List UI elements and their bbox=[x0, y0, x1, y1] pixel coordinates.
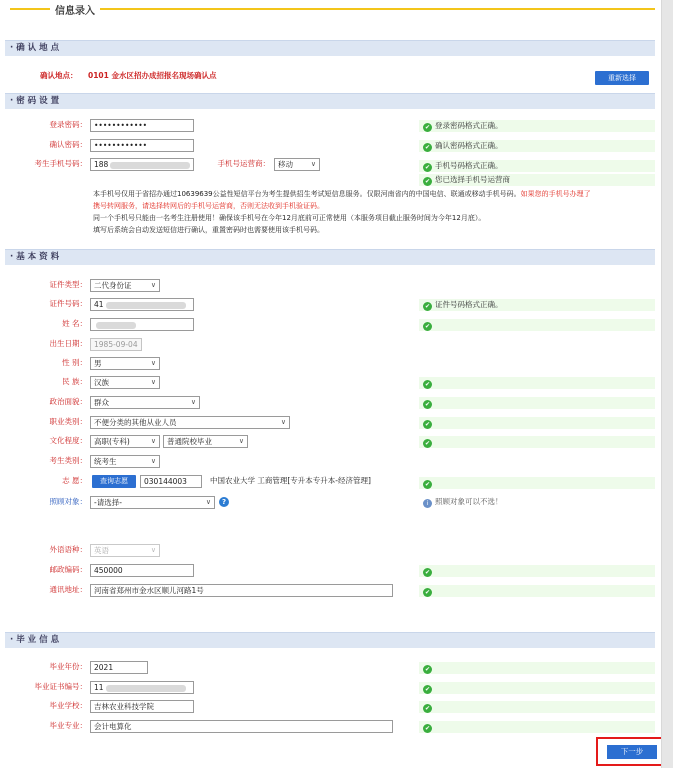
redacted-mask bbox=[110, 162, 190, 169]
confirm-password-status bbox=[419, 140, 655, 152]
wish-text: 中国农业大学 工商管理[专升本专升本-经济管理] bbox=[210, 476, 371, 485]
address-label: 通讯地址： bbox=[49, 585, 87, 594]
zip-input[interactable]: 450000 bbox=[90, 564, 194, 577]
help-icon[interactable]: ? bbox=[219, 497, 229, 507]
nation-select[interactable] bbox=[90, 376, 160, 389]
carrier-label: 手机号运营商： bbox=[217, 159, 270, 168]
phone-note-line2: 携号转网服务，请选择转网后的手机号运营商，否则无法收到手机验证码。 bbox=[93, 202, 324, 210]
page-title: 信息录入 bbox=[50, 2, 100, 17]
phone-note-line3: 同一个手机号只能由一名考生注册使用！确保该手机号在今年12月底前可正常使用（本服务项目截止服务时间为今年12月底）。 bbox=[93, 214, 486, 222]
school-input[interactable]: 吉林农业科技学院 bbox=[90, 700, 194, 713]
examinee-type-label: 考生类别： bbox=[49, 456, 87, 465]
redacted-mask bbox=[106, 302, 186, 309]
check-icon: ✔ bbox=[424, 303, 431, 310]
language-label: 外语语种： bbox=[49, 545, 87, 554]
id-number-msg: 证件号码格式正确。 bbox=[435, 300, 503, 309]
query-wish-button[interactable]: 查询志愿 bbox=[92, 475, 136, 488]
chevron-down-icon: ∨ bbox=[150, 546, 156, 554]
major-status bbox=[419, 721, 655, 733]
phone-note-warning: 如果您的手机号办理了 bbox=[520, 190, 591, 198]
check-icon: ✔ bbox=[424, 440, 431, 447]
next-button-highlight bbox=[596, 737, 668, 766]
politics-status bbox=[419, 397, 655, 409]
name-label: 姓 名： bbox=[62, 319, 87, 328]
job-status bbox=[419, 417, 655, 429]
check-icon: ✔ bbox=[424, 124, 431, 131]
redacted-mask bbox=[106, 685, 186, 692]
phone-note-text: 本手机号仅用于省招办通过10639639公益性短信平台为考生提供招生考试短信息服务。仅限河南省内的中国电信、联通或移动手机号码。 bbox=[93, 190, 521, 198]
major-label: 毕业专业： bbox=[49, 721, 87, 730]
name-status bbox=[419, 319, 655, 331]
major-input[interactable]: 会计电算化 bbox=[90, 720, 393, 733]
politics-value: 群众 bbox=[94, 398, 109, 407]
birth-label: 出生日期： bbox=[49, 339, 87, 348]
carrier-msg: 您已选择手机号运营商 bbox=[435, 175, 510, 184]
id-number-status bbox=[419, 299, 655, 311]
nation-label: 民 族： bbox=[62, 377, 87, 386]
phone-note-line4: 填写后系统会自动发送短信进行确认，重置密码时也需要使用该手机号码。 bbox=[93, 226, 324, 234]
education-level-value: 高职(专科) bbox=[94, 437, 130, 446]
id-number-input[interactable] bbox=[90, 298, 194, 311]
language-select bbox=[90, 544, 160, 557]
login-password-status bbox=[419, 120, 655, 132]
school-status bbox=[419, 701, 655, 713]
carrier-select[interactable] bbox=[274, 158, 320, 171]
gender-select[interactable] bbox=[90, 357, 160, 370]
chevron-down-icon: ∨ bbox=[150, 378, 156, 386]
phone-value: 188 bbox=[94, 160, 109, 169]
care-msg: 照顾对象可以不选！ bbox=[435, 497, 503, 506]
phone-status bbox=[419, 160, 655, 172]
nation-value: 汉族 bbox=[94, 378, 109, 387]
education-type-value: 普通院校毕业 bbox=[167, 437, 212, 446]
id-type-select[interactable] bbox=[90, 279, 160, 292]
section-confirm: · 确 认 地 点 bbox=[5, 40, 655, 56]
grad-year-status bbox=[419, 662, 655, 674]
login-password-msg: 登录密码格式正确。 bbox=[435, 121, 503, 130]
chevron-down-icon: ∨ bbox=[280, 418, 286, 426]
check-icon: ✔ bbox=[424, 705, 431, 712]
confirm-password-label: 确认密码： bbox=[49, 140, 87, 149]
address-status bbox=[419, 585, 655, 597]
care-hint bbox=[423, 495, 503, 509]
name-input[interactable] bbox=[90, 318, 194, 331]
confirm-password-input[interactable]: •••••••••••• bbox=[90, 139, 194, 152]
chevron-down-icon: ∨ bbox=[310, 160, 316, 168]
language-value: 英语 bbox=[94, 546, 109, 555]
zip-status bbox=[419, 565, 655, 577]
education-level-select[interactable] bbox=[90, 435, 160, 448]
wish-label: 志 愿： bbox=[62, 476, 87, 485]
login-password-input[interactable]: •••••••••••• bbox=[90, 119, 194, 132]
check-icon: ✔ bbox=[424, 481, 431, 488]
check-icon: ✔ bbox=[424, 666, 431, 673]
section-password: · 密 码 设 置 bbox=[5, 93, 655, 109]
chevron-down-icon: ∨ bbox=[150, 457, 156, 465]
confirm-site-value: 0101 金水区招办成招报名现场确认点 bbox=[88, 71, 217, 80]
phone-msg: 手机号码格式正确。 bbox=[435, 161, 503, 170]
nation-status bbox=[419, 377, 655, 389]
cert-number-label: 毕业证书编号： bbox=[34, 682, 87, 691]
chevron-down-icon: ∨ bbox=[238, 437, 244, 445]
check-icon: ✔ bbox=[424, 589, 431, 596]
job-label: 职业类别： bbox=[49, 417, 87, 426]
examinee-type-value: 统考生 bbox=[94, 457, 117, 466]
id-number-value: 41 bbox=[94, 300, 104, 309]
carrier-status bbox=[419, 174, 655, 186]
id-type-label: 证件类型： bbox=[49, 280, 87, 289]
chevron-down-icon: ∨ bbox=[150, 359, 156, 367]
politics-select[interactable] bbox=[90, 396, 200, 409]
chevron-down-icon: ∨ bbox=[150, 437, 156, 445]
next-button[interactable]: 下一步 bbox=[607, 745, 657, 759]
zip-label: 邮政编码： bbox=[49, 565, 87, 574]
check-icon: ✔ bbox=[424, 421, 431, 428]
chevron-down-icon: ∨ bbox=[205, 498, 211, 506]
job-select[interactable] bbox=[90, 416, 290, 429]
grad-year-label: 毕业年份： bbox=[49, 662, 87, 671]
confirm-password-msg: 确认密码格式正确。 bbox=[435, 141, 503, 150]
phone-label: 考生手机号码： bbox=[34, 159, 87, 168]
chevron-down-icon: ∨ bbox=[190, 398, 196, 406]
section-graduation: · 毕 业 信 息 bbox=[5, 632, 655, 648]
login-password-label: 登录密码： bbox=[49, 120, 87, 129]
cert-number-status bbox=[419, 682, 655, 694]
reselect-button[interactable]: 重新选择 bbox=[595, 71, 649, 85]
wish-code-input[interactable]: 030144003 bbox=[140, 475, 202, 488]
check-icon: ✔ bbox=[424, 725, 431, 732]
birth-input: 1985-09-04 bbox=[90, 338, 142, 351]
education-label: 文化程度： bbox=[49, 436, 87, 445]
carrier-value: 移动 bbox=[278, 160, 293, 169]
address-input[interactable]: 河南省郑州市金水区顺儿河路1号 bbox=[90, 584, 393, 597]
info-icon: i bbox=[423, 499, 432, 508]
cert-number-input[interactable] bbox=[90, 681, 194, 694]
id-type-value: 二代身份证 bbox=[94, 281, 132, 290]
check-icon: ✔ bbox=[424, 569, 431, 576]
gender-label: 性 别： bbox=[62, 358, 87, 367]
check-icon: ✔ bbox=[424, 178, 431, 185]
check-icon: ✔ bbox=[424, 323, 431, 330]
section-basic: · 基 本 资 料 bbox=[5, 249, 655, 265]
check-icon: ✔ bbox=[424, 144, 431, 151]
redacted-mask bbox=[96, 322, 136, 329]
wish-status bbox=[419, 477, 655, 489]
education-status bbox=[419, 436, 655, 448]
cert-number-value: 11 bbox=[94, 683, 104, 692]
politics-label: 政治面貌： bbox=[49, 397, 87, 406]
check-icon: ✔ bbox=[424, 381, 431, 388]
check-icon: ✔ bbox=[424, 164, 431, 171]
gender-value: 男 bbox=[94, 359, 102, 368]
care-label: 照顾对象： bbox=[49, 497, 87, 506]
confirm-site-label: 确认地点： bbox=[40, 71, 78, 80]
school-label: 毕业学校： bbox=[49, 701, 87, 710]
chevron-down-icon: ∨ bbox=[150, 281, 156, 289]
page-header bbox=[10, 2, 655, 16]
phone-note-line1 bbox=[93, 189, 591, 199]
examinee-type-select[interactable] bbox=[90, 455, 160, 468]
care-value: -请选择- bbox=[94, 498, 122, 507]
id-number-label: 证件号码： bbox=[49, 299, 87, 308]
header-rule bbox=[10, 8, 655, 10]
job-value: 不便分类的其他从业人员 bbox=[94, 418, 177, 427]
education-type-select[interactable] bbox=[163, 435, 248, 448]
check-icon: ✔ bbox=[424, 401, 431, 408]
check-icon: ✔ bbox=[424, 686, 431, 693]
care-select[interactable] bbox=[90, 496, 215, 509]
phone-input[interactable] bbox=[90, 158, 194, 171]
grad-year-input[interactable]: 2021 bbox=[90, 661, 148, 674]
scrollbar[interactable] bbox=[661, 0, 673, 768]
